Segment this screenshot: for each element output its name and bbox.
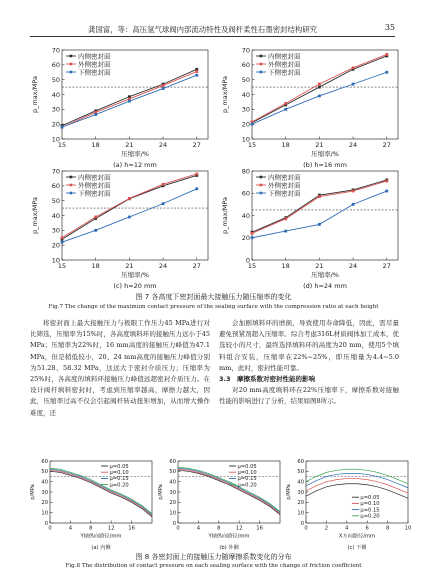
c2-y-tick-label: 40 bbox=[51, 211, 60, 220]
c3-x-tick-label: 15 bbox=[247, 262, 257, 270]
c6-y-tick-label: 0 bbox=[300, 520, 304, 527]
c2-series-point-2 bbox=[195, 187, 198, 190]
c3-subcaption: (d) h=24 mm bbox=[303, 282, 347, 290]
c0-subcaption: (a) h=12 mm bbox=[113, 161, 157, 169]
c6-series-line-1 bbox=[306, 479, 408, 493]
fig7-caption-en: Fig.7 The change of the maximum contact pressure of the sealing surface with the compression ratio at each height bbox=[48, 304, 379, 310]
c1-x-axis-label: 压缩率/% bbox=[311, 150, 339, 158]
c0-y-tick-label: 40 bbox=[51, 90, 60, 99]
c4-plot-frame bbox=[50, 461, 152, 523]
c1-y-tick-label: 10 bbox=[241, 135, 250, 144]
c1-y-axis-label: p_max/MPa bbox=[221, 76, 229, 113]
c5-series-line-3 bbox=[178, 467, 280, 511]
c1-series-point-1 bbox=[318, 83, 321, 86]
c3-series-point-1 bbox=[352, 190, 355, 193]
c4-y-tick-label: 20 bbox=[41, 500, 48, 507]
c3-legend-label-0: 内侧密封面 bbox=[268, 173, 301, 182]
header-title: 龚国富，等：高压氢气球阀内部流动特性及阀杆柔性石墨密封结构研究 bbox=[87, 25, 318, 34]
c0-legend-label-0: 内侧密封面 bbox=[78, 52, 111, 61]
c2-series-point-1 bbox=[61, 236, 64, 239]
c1-series-point-1 bbox=[284, 102, 287, 105]
c2-x-tick-label: 21 bbox=[125, 262, 134, 270]
c5-legend-label-0: μ=0.05 bbox=[237, 463, 257, 470]
c1-series-point-0 bbox=[318, 86, 321, 89]
body-paragraph: 将密封面上最大接触压力与极限工作压力45 MPa进行对比筛选，压缩率为15%时，各高度填料环的接触压力远小于45 MPa；压缩率为22%时，16 mm高度的接触压力峰值为47.1 MPa，但是稍低较小，20、24 mm高度的接触压力峰值分别为51.28、58.32 MPa，这远大于密封介质压力；压缩率为25%时，各高度的填料环接触压力峰值远超密封介质压力。在设计阀杆填料密封时，考虑到压缩率越高，摩擦力越大，因此，压缩率过高不仅会引起阀杆转动扭矩增加，从而增大操作难度，还 bbox=[30, 319, 210, 417]
c3-legend-label-2: 下侧密封面 bbox=[268, 189, 301, 198]
c5-y-tick-label: 0 bbox=[172, 520, 176, 527]
c3-x-tick-label: 18 bbox=[281, 262, 290, 270]
c5-series-line-1 bbox=[178, 469, 280, 513]
c2-x-tick-label: 18 bbox=[91, 262, 100, 270]
c4-y-tick-label: 60 bbox=[41, 458, 48, 465]
c0-legend-marker-2 bbox=[70, 71, 73, 74]
c3-series-point-2 bbox=[284, 230, 287, 233]
c1-legend-label-0: 内侧密封面 bbox=[268, 52, 301, 61]
running-header bbox=[30, 22, 395, 37]
c2-y-tick-label: 50 bbox=[51, 196, 60, 205]
c4-y-tick-label: 0 bbox=[44, 520, 48, 527]
c2-series-point-1 bbox=[128, 197, 131, 200]
c1-series-line-2 bbox=[252, 72, 387, 124]
c6-legend-label-1: μ=0.10 bbox=[360, 501, 380, 508]
c4-y-tick-label: 50 bbox=[41, 469, 48, 476]
c4-y-tick-label: 10 bbox=[41, 510, 48, 517]
c6-x-tick-label: 0 bbox=[304, 525, 308, 532]
c0-x-tick-label: 24 bbox=[158, 141, 168, 149]
c3-series-point-1 bbox=[318, 195, 321, 198]
c0-x-tick-label: 27 bbox=[192, 141, 201, 149]
c6-y-axis-label: p/MPa bbox=[286, 484, 292, 500]
c1-y-tick-label: 60 bbox=[241, 61, 250, 70]
c6-y-tick-label: 30 bbox=[297, 489, 304, 496]
c5-y-tick-label: 30 bbox=[169, 489, 176, 496]
c1-legend-label-2: 下侧密封面 bbox=[268, 68, 301, 77]
c0-x-axis-label: 压缩率/% bbox=[121, 150, 149, 158]
c6-y-tick-label: 60 bbox=[297, 458, 304, 465]
c0-y-tick-label: 20 bbox=[51, 120, 60, 129]
c0-y-tick-label: 70 bbox=[51, 46, 60, 55]
c0-series-point-1 bbox=[195, 70, 198, 73]
c2-series-point-2 bbox=[162, 202, 165, 205]
c5-legend-label-3: μ=0.20 bbox=[237, 482, 257, 489]
c4-x-axis-label: Y轴纵向路径/mm bbox=[80, 533, 122, 540]
c5-x-tick-label: 16 bbox=[256, 525, 263, 532]
c3-legend-label-1: 外侧密封面 bbox=[268, 181, 301, 190]
fig8-caption-en: Fig.8 The distribution of contact pressure on each sealing surface with the change of friction coefficient bbox=[65, 563, 362, 569]
c2-y-tick-label: 30 bbox=[51, 226, 60, 235]
chart-7b bbox=[218, 44, 408, 169]
c2-legend-label-2: 下侧密封面 bbox=[78, 189, 111, 198]
c3-series-point-1 bbox=[284, 217, 287, 220]
c3-series-point-2 bbox=[251, 236, 254, 239]
c2-legend-label-1: 外侧密封面 bbox=[78, 181, 111, 190]
chart-7c bbox=[28, 165, 218, 290]
c4-series-line-1 bbox=[50, 470, 152, 515]
c4-subcaption: (a) 内侧 bbox=[91, 545, 111, 551]
c2-y-tick-label: 60 bbox=[51, 182, 60, 191]
c2-y-tick-label: 10 bbox=[51, 256, 60, 265]
c6-x-axis-label: X方向路径/mm bbox=[338, 533, 376, 540]
c1-series-point-2 bbox=[251, 123, 254, 126]
c0-x-tick-label: 15 bbox=[57, 141, 67, 149]
c3-x-axis-label: 压缩率/% bbox=[311, 271, 339, 279]
fig8-caption-cn: 图 8 各密封面上的接触压力随摩擦系数变化的分布 bbox=[135, 553, 292, 561]
c3-y-tick-label: 80 bbox=[241, 167, 250, 176]
c2-subcaption: (c) h=20 mm bbox=[113, 282, 157, 290]
c6-x-tick-label: 6 bbox=[365, 525, 369, 532]
c0-series-point-2 bbox=[162, 87, 165, 90]
c6-y-tick-label: 10 bbox=[297, 510, 304, 517]
c1-x-tick-label: 27 bbox=[382, 141, 391, 149]
c2-x-tick-label: 27 bbox=[192, 262, 201, 270]
chart-7a bbox=[28, 44, 218, 169]
c4-legend-label-0: μ=0.05 bbox=[109, 463, 129, 470]
c1-legend-marker-2 bbox=[260, 71, 263, 74]
c3-x-tick-label: 21 bbox=[315, 262, 324, 270]
c5-subcaption: (b) 外侧 bbox=[219, 545, 239, 551]
c1-legend-label-1: 外侧密封面 bbox=[268, 60, 301, 69]
c4-x-tick-label: 12 bbox=[107, 525, 115, 532]
c5-x-tick-label: 12 bbox=[235, 525, 243, 532]
c2-series-point-2 bbox=[61, 241, 64, 244]
c6-y-tick-label: 50 bbox=[297, 469, 304, 476]
c4-x-tick-label: 8 bbox=[89, 525, 93, 532]
c2-x-tick-label: 15 bbox=[57, 262, 67, 270]
c3-legend-marker-2 bbox=[260, 192, 263, 195]
c2-series-point-1 bbox=[162, 183, 165, 186]
c1-series-point-1 bbox=[385, 53, 388, 56]
c0-y-tick-label: 10 bbox=[51, 135, 60, 144]
c0-series-point-2 bbox=[61, 126, 64, 129]
c1-y-tick-label: 70 bbox=[241, 46, 250, 55]
c5-series-line-2 bbox=[178, 468, 280, 512]
c4-x-tick-label: 0 bbox=[48, 525, 52, 532]
c1-legend-marker-1 bbox=[260, 63, 263, 66]
c2-x-axis-label: 压缩率/% bbox=[121, 271, 149, 279]
body-right-column bbox=[219, 318, 399, 408]
c4-legend-label-2: μ=0.15 bbox=[109, 476, 129, 483]
c3-series-line-2 bbox=[252, 191, 387, 238]
c4-x-tick-label: 4 bbox=[68, 525, 73, 532]
c3-x-tick-label: 24 bbox=[348, 262, 358, 270]
c3-legend-marker-1 bbox=[260, 184, 263, 187]
c0-series-point-2 bbox=[128, 100, 131, 103]
c1-x-tick-label: 15 bbox=[247, 141, 257, 149]
c0-series-point-2 bbox=[195, 74, 198, 77]
c0-series-point-1 bbox=[162, 84, 165, 87]
c2-y-tick-label: 70 bbox=[51, 167, 60, 176]
c1-series-point-1 bbox=[352, 66, 355, 69]
c6-x-tick-label: 4 bbox=[345, 525, 349, 532]
c2-series-point-2 bbox=[128, 216, 131, 219]
c3-y-tick-label: 20 bbox=[241, 234, 250, 243]
section-heading: 3.3 摩擦系数对密封性能的影响 bbox=[219, 375, 316, 384]
c5-x-axis-label: Y轴纵向路径/mm bbox=[208, 533, 250, 540]
c5-series-line-0 bbox=[178, 470, 280, 514]
c2-legend-marker-1 bbox=[70, 184, 73, 187]
c1-x-tick-label: 24 bbox=[348, 141, 358, 149]
c1-legend-marker-0 bbox=[260, 55, 263, 58]
chart-7d bbox=[218, 165, 408, 290]
chart-8a bbox=[28, 455, 156, 551]
c0-legend-label-2: 下侧密封面 bbox=[78, 68, 111, 77]
body-left-column bbox=[30, 318, 210, 419]
c1-series-point-2 bbox=[352, 83, 355, 86]
c4-legend-label-3: μ=0.20 bbox=[109, 482, 129, 489]
c4-series-line-3 bbox=[50, 468, 152, 513]
c3-series-point-2 bbox=[352, 203, 355, 206]
c1-series-point-2 bbox=[318, 95, 321, 98]
c4-legend-label-1: μ=0.10 bbox=[109, 470, 129, 477]
c4-y-tick-label: 30 bbox=[41, 489, 48, 496]
c3-series-point-1 bbox=[251, 232, 254, 235]
c3-series-point-2 bbox=[318, 223, 321, 226]
c0-x-tick-label: 18 bbox=[91, 141, 100, 149]
c0-legend-label-1: 外侧密封面 bbox=[78, 60, 111, 69]
c0-x-tick-label: 21 bbox=[125, 141, 134, 149]
c1-y-tick-label: 40 bbox=[241, 90, 250, 99]
c0-series-point-2 bbox=[94, 113, 97, 116]
c1-y-tick-label: 30 bbox=[241, 105, 250, 114]
c2-series-point-1 bbox=[94, 216, 97, 219]
c3-y-axis-label: p_max/MPa bbox=[221, 197, 229, 234]
c3-series-point-1 bbox=[385, 180, 388, 183]
c3-y-tick-label: 60 bbox=[241, 189, 250, 198]
fig7-caption-cn: 图 7 各高度下密封面最大接触压力随压缩率的变化 bbox=[135, 293, 292, 301]
c5-y-tick-label: 20 bbox=[169, 500, 176, 507]
c5-x-tick-label: 0 bbox=[176, 525, 180, 532]
c5-x-tick-label: 4 bbox=[196, 525, 201, 532]
c3-y-tick-label: 40 bbox=[241, 211, 250, 220]
c0-y-tick-label: 30 bbox=[51, 105, 60, 114]
c0-y-tick-label: 50 bbox=[51, 75, 60, 84]
c2-series-point-2 bbox=[94, 229, 97, 232]
page-number: 35 bbox=[384, 23, 395, 32]
c6-legend-label-2: μ=0.15 bbox=[360, 507, 380, 514]
c6-x-tick-label: 10 bbox=[404, 525, 412, 532]
c2-y-tick-label: 20 bbox=[51, 241, 60, 250]
c4-y-tick-label: 40 bbox=[41, 479, 48, 486]
c2-series-point-1 bbox=[195, 173, 198, 176]
c5-x-tick-label: 8 bbox=[217, 525, 221, 532]
c0-y-tick-label: 60 bbox=[51, 61, 60, 70]
c6-legend-label-0: μ=0.05 bbox=[360, 495, 380, 502]
c4-x-tick-label: 16 bbox=[128, 525, 135, 532]
c2-legend-marker-0 bbox=[70, 176, 73, 179]
c5-legend-label-1: μ=0.10 bbox=[237, 470, 257, 477]
body-paragraph: 对20 mm高度填料环在22%压缩率下，摩擦系数对接触性能的影响进行了分析，结果如图8所示。 bbox=[219, 386, 399, 406]
c2-y-axis-label: p_max/MPa bbox=[31, 197, 39, 234]
body-paragraph: 会加剧填料环的磨损，导致使用寿命降低，因此，需尽量避免预紧剂超入压缩率。综合考虑316L材质阀体加工成本，优选较小的尺寸，最终选择填料环的高度为20 mm，使用5个填料组合安装，压缩率在22%~25%，即压缩量为4.4~5.0 mm，此时，密封性能可靠。 bbox=[219, 319, 399, 372]
c5-y-tick-label: 10 bbox=[169, 510, 176, 517]
c6-y-tick-label: 20 bbox=[297, 500, 304, 507]
c4-series-line-2 bbox=[50, 469, 152, 514]
c6-y-tick-label: 40 bbox=[297, 479, 304, 486]
c4-y-axis-label: p/MPa bbox=[30, 484, 36, 500]
c3-series-point-2 bbox=[385, 190, 388, 193]
c0-y-axis-label: p_max/MPa bbox=[31, 76, 39, 113]
c1-x-tick-label: 21 bbox=[315, 141, 324, 149]
c6-x-tick-label: 8 bbox=[385, 525, 390, 532]
c5-y-tick-label: 40 bbox=[169, 479, 176, 486]
c5-y-axis-label: p/MPa bbox=[158, 484, 164, 500]
c6-x-tick-label: 2 bbox=[324, 525, 329, 532]
c1-subcaption: (b) h=16 mm bbox=[303, 161, 347, 169]
c3-x-tick-label: 27 bbox=[382, 262, 391, 270]
c1-series-point-2 bbox=[284, 108, 287, 111]
c6-series-line-2 bbox=[306, 473, 408, 487]
c1-series-point-2 bbox=[385, 71, 388, 74]
c0-legend-marker-1 bbox=[70, 63, 73, 66]
c0-legend-marker-0 bbox=[70, 55, 73, 58]
c2-legend-marker-2 bbox=[70, 192, 73, 195]
c5-y-tick-label: 50 bbox=[169, 469, 176, 476]
c6-series-line-0 bbox=[306, 484, 408, 498]
c3-y-tick-label: 0 bbox=[245, 256, 250, 265]
c5-legend-label-2: μ=0.15 bbox=[237, 476, 257, 483]
c6-legend-label-3: μ=0.20 bbox=[360, 513, 380, 520]
chart-8b bbox=[156, 455, 284, 551]
c1-x-tick-label: 18 bbox=[281, 141, 290, 149]
c5-y-tick-label: 60 bbox=[169, 458, 176, 465]
chart-8c bbox=[284, 455, 412, 551]
c3-legend-marker-0 bbox=[260, 176, 263, 179]
c1-y-tick-label: 50 bbox=[241, 75, 250, 84]
c2-x-tick-label: 24 bbox=[158, 262, 168, 270]
c2-legend-label-0: 内侧密封面 bbox=[78, 173, 111, 182]
c6-subcaption: (c) 下侧 bbox=[347, 545, 367, 551]
c1-y-tick-label: 20 bbox=[241, 120, 250, 129]
